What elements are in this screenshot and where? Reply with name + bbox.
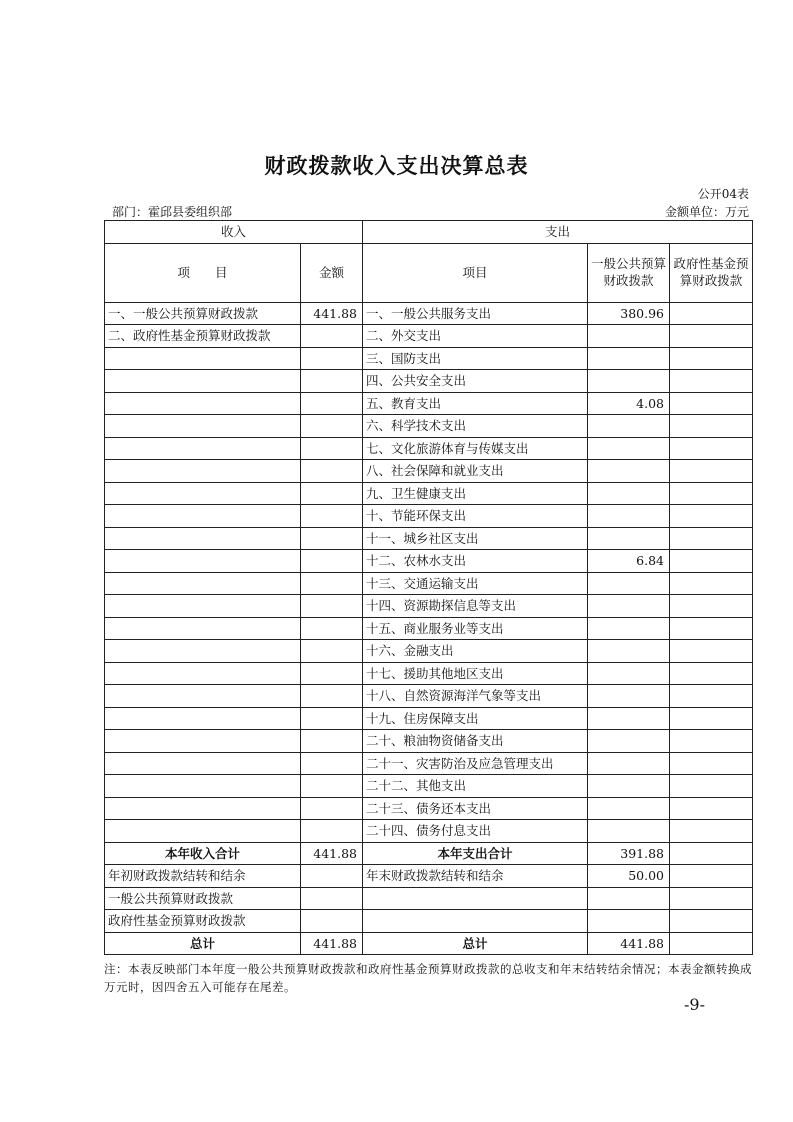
- empty-cell: [588, 910, 670, 933]
- income-item-cell: [105, 662, 301, 685]
- end-carry-label: 年末财政拨款结转和结余: [363, 865, 588, 888]
- summary-row: [105, 932, 753, 955]
- general-budget-cell: [588, 460, 670, 483]
- gov-fund-cell: [670, 572, 753, 595]
- expense-item-cell: 十六、金融支出: [363, 640, 588, 663]
- income-item-cell: [105, 640, 301, 663]
- expense-item-cell: 十八、自然资源海洋气象等支出: [363, 685, 588, 708]
- grand-total-expense-value: 441.88: [588, 932, 670, 955]
- form-number: 公开04表: [697, 187, 749, 201]
- empty-cell: [588, 887, 670, 910]
- unit-label: 金额单位：万元: [664, 205, 749, 219]
- general-budget-cell: [588, 640, 670, 663]
- table-row: [105, 662, 753, 685]
- expense-item-header: 项目: [363, 243, 588, 302]
- income-amount-cell: [301, 460, 363, 483]
- income-item-cell: [105, 392, 301, 415]
- table-row: [105, 325, 753, 348]
- income-item-cell: [105, 730, 301, 753]
- table-row: [105, 730, 753, 753]
- income-item-cell: [105, 550, 301, 573]
- gov-fund-cell: [670, 820, 753, 843]
- income-item-cell: 二、政府性基金预算财政拨款: [105, 325, 301, 348]
- expense-item-cell: 五、教育支出: [363, 392, 588, 415]
- begin-carry-value: [301, 865, 363, 888]
- table-row: [105, 437, 753, 460]
- table-row: [105, 752, 753, 775]
- gov-fund-cell: [670, 662, 753, 685]
- income-amount-cell: [301, 325, 363, 348]
- income-amount-cell: [301, 370, 363, 393]
- income-amount-cell: [301, 707, 363, 730]
- expense-item-cell: 十五、商业服务业等支出: [363, 617, 588, 640]
- general-budget-cell: [588, 797, 670, 820]
- gov-fund-cell: [670, 347, 753, 370]
- table-row: [105, 415, 753, 438]
- general-budget-cell: [588, 572, 670, 595]
- table-row: [105, 797, 753, 820]
- table-row: [105, 527, 753, 550]
- expense-item-cell: 四、公共安全支出: [363, 370, 588, 393]
- gov-fund-cell: [670, 797, 753, 820]
- table-row: [105, 707, 753, 730]
- footnote: 注：本表反映部门本年度一般公共预算财政拨款和政府性基金预算财政拨款的总收支和年末结转结余情况；本表金额转换成万元时，因四舍五入可能存在尾差。: [104, 962, 752, 994]
- income-amount-cell: [301, 617, 363, 640]
- income-item-cell: [105, 707, 301, 730]
- gov-fund-cell: [670, 370, 753, 393]
- income-amount-cell: [301, 662, 363, 685]
- income-item-cell: [105, 460, 301, 483]
- income-item-cell: [105, 347, 301, 370]
- income-item-cell: [105, 775, 301, 798]
- income-amount-cell: [301, 775, 363, 798]
- table-row: [105, 685, 753, 708]
- grand-total-expense-label: 总计: [363, 932, 588, 955]
- grand-total-income-value: 441.88: [301, 932, 363, 955]
- general-budget-cell: [588, 617, 670, 640]
- gov-fund-cell: [670, 415, 753, 438]
- income-amount-cell: [301, 595, 363, 618]
- income-amount-cell: 441.88: [301, 302, 363, 325]
- general-budget-carry-value: [301, 887, 363, 910]
- expense-header: 支出: [363, 221, 753, 244]
- expense-total-fund: [670, 842, 753, 865]
- expense-item-cell: 一、一般公共服务支出: [363, 302, 588, 325]
- expense-item-cell: 十三、交通运输支出: [363, 572, 588, 595]
- general-budget-cell: [588, 820, 670, 843]
- gov-fund-cell: [670, 685, 753, 708]
- gov-fund-cell: [670, 325, 753, 348]
- table-row: [105, 302, 753, 325]
- income-item-cell: [105, 820, 301, 843]
- income-item-cell: [105, 685, 301, 708]
- expense-total-label: 本年支出合计: [363, 842, 588, 865]
- expense-item-cell: 十二、农林水支出: [363, 550, 588, 573]
- income-item-cell: [105, 437, 301, 460]
- summary-row: [105, 910, 753, 933]
- income-item-cell: [105, 797, 301, 820]
- table-row: [105, 392, 753, 415]
- expense-item-cell: 二十、粮油物资储备支出: [363, 730, 588, 753]
- empty-cell: [363, 910, 588, 933]
- expense-total-value: 391.88: [588, 842, 670, 865]
- income-amount-cell: [301, 572, 363, 595]
- gov-fund-cell: [670, 460, 753, 483]
- income-total-label: 本年收入合计: [105, 842, 301, 865]
- budget-table: [104, 220, 753, 955]
- amount-header: 金额: [301, 243, 363, 302]
- income-amount-cell: [301, 685, 363, 708]
- end-carry-fund: [670, 865, 753, 888]
- expense-item-cell: 七、文化旅游体育与传媒支出: [363, 437, 588, 460]
- general-budget-cell: [588, 370, 670, 393]
- gov-fund-cell: [670, 730, 753, 753]
- gov-fund-cell: [670, 302, 753, 325]
- general-budget-header: 一般公共预算财政拨款: [588, 243, 670, 302]
- general-budget-cell: [588, 415, 670, 438]
- table-row: [105, 505, 753, 528]
- empty-cell: [670, 887, 753, 910]
- gov-fund-cell: [670, 640, 753, 663]
- general-budget-cell: [588, 685, 670, 708]
- expense-item-cell: 二十三、债务还本支出: [363, 797, 588, 820]
- expense-item-cell: 六、科学技术支出: [363, 415, 588, 438]
- income-item-cell: [105, 595, 301, 618]
- end-carry-value: 50.00: [588, 865, 670, 888]
- table-row: [105, 370, 753, 393]
- income-item-cell: [105, 617, 301, 640]
- gov-fund-cell: [670, 752, 753, 775]
- income-amount-cell: [301, 392, 363, 415]
- income-amount-cell: [301, 797, 363, 820]
- expense-item-cell: 三、国防支出: [363, 347, 588, 370]
- income-item-cell: [105, 482, 301, 505]
- expense-item-cell: 十一、城乡社区支出: [363, 527, 588, 550]
- table-row: [105, 595, 753, 618]
- general-budget-cell: [588, 775, 670, 798]
- income-amount-cell: [301, 550, 363, 573]
- general-budget-carry-label: 一般公共预算财政拨款: [105, 887, 301, 910]
- general-budget-cell: 6.84: [588, 550, 670, 573]
- expense-item-cell: 十九、住房保障支出: [363, 707, 588, 730]
- empty-cell: [670, 910, 753, 933]
- income-item-cell: 一、一般公共预算财政拨款: [105, 302, 301, 325]
- general-budget-cell: [588, 505, 670, 528]
- income-item-cell: [105, 415, 301, 438]
- income-total-value: 441.88: [301, 842, 363, 865]
- gov-fund-cell: [670, 707, 753, 730]
- department-label: 部门：霍邱县委组织部: [112, 205, 233, 219]
- expense-item-cell: 十七、援助其他地区支出: [363, 662, 588, 685]
- table-row: [105, 640, 753, 663]
- gov-fund-cell: [670, 550, 753, 573]
- income-amount-cell: [301, 415, 363, 438]
- empty-cell: [363, 887, 588, 910]
- table-row: [105, 572, 753, 595]
- general-budget-cell: [588, 437, 670, 460]
- income-amount-cell: [301, 505, 363, 528]
- income-header: 收入: [105, 221, 363, 244]
- general-budget-cell: [588, 730, 670, 753]
- table-row: [105, 460, 753, 483]
- income-amount-cell: [301, 820, 363, 843]
- income-item-cell: [105, 572, 301, 595]
- income-amount-cell: [301, 347, 363, 370]
- expense-item-cell: 二十一、灾害防治及应急管理支出: [363, 752, 588, 775]
- general-budget-cell: [588, 325, 670, 348]
- gov-fund-cell: [670, 392, 753, 415]
- page-number: -9-: [684, 995, 705, 1014]
- general-budget-cell: [588, 752, 670, 775]
- general-budget-cell: [588, 527, 670, 550]
- gov-fund-carry-label: 政府性基金预算财政拨款: [105, 910, 301, 933]
- table-row: [105, 347, 753, 370]
- income-item-cell: [105, 505, 301, 528]
- grand-total-fund: [670, 932, 753, 955]
- item-header: 项 目: [105, 243, 301, 302]
- begin-carry-label: 年初财政拨款结转和结余: [105, 865, 301, 888]
- income-amount-cell: [301, 752, 363, 775]
- gov-fund-cell: [670, 527, 753, 550]
- income-item-cell: [105, 370, 301, 393]
- summary-row: [105, 887, 753, 910]
- gov-fund-cell: [670, 617, 753, 640]
- gov-fund-cell: [670, 505, 753, 528]
- expense-item-cell: 二十二、其他支出: [363, 775, 588, 798]
- general-budget-cell: [588, 482, 670, 505]
- expense-item-cell: 二、外交支出: [363, 325, 588, 348]
- income-amount-cell: [301, 527, 363, 550]
- general-budget-cell: [588, 662, 670, 685]
- expense-item-cell: 八、社会保障和就业支出: [363, 460, 588, 483]
- income-item-cell: [105, 752, 301, 775]
- gov-fund-cell: [670, 775, 753, 798]
- general-budget-cell: 4.08: [588, 392, 670, 415]
- table-row: [105, 617, 753, 640]
- table-row: [105, 775, 753, 798]
- expense-item-cell: 十四、资源勘探信息等支出: [363, 595, 588, 618]
- table-row: [105, 482, 753, 505]
- expense-item-cell: 十、节能环保支出: [363, 505, 588, 528]
- expense-item-cell: 二十四、债务付息支出: [363, 820, 588, 843]
- income-amount-cell: [301, 437, 363, 460]
- income-item-cell: [105, 527, 301, 550]
- table-row: [105, 550, 753, 573]
- summary-row: [105, 865, 753, 888]
- summary-row: [105, 842, 753, 865]
- grand-total-income-label: 总计: [105, 932, 301, 955]
- page-title: 财政拨款收入支出决算总表: [264, 153, 529, 178]
- gov-fund-cell: [670, 595, 753, 618]
- gov-fund-header: 政府性基金预算财政拨款: [670, 243, 753, 302]
- general-budget-cell: 380.96: [588, 302, 670, 325]
- gov-fund-cell: [670, 437, 753, 460]
- table-row: [105, 820, 753, 843]
- general-budget-cell: [588, 595, 670, 618]
- general-budget-cell: [588, 347, 670, 370]
- gov-fund-cell: [670, 482, 753, 505]
- income-amount-cell: [301, 640, 363, 663]
- income-amount-cell: [301, 482, 363, 505]
- gov-fund-carry-value: [301, 910, 363, 933]
- income-amount-cell: [301, 730, 363, 753]
- general-budget-cell: [588, 707, 670, 730]
- expense-item-cell: 九、卫生健康支出: [363, 482, 588, 505]
